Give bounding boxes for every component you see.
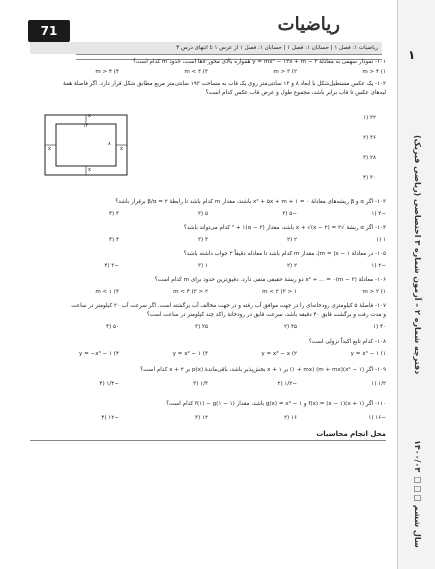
option[interactable]: ۲ (۲ (287, 237, 297, 243)
option[interactable]: ۲۵ (۳ (195, 324, 208, 330)
option[interactable]: −۵ (۲ (282, 211, 297, 217)
frame-gap-top: x (88, 113, 91, 119)
question-102-line2: لبه‌های عکس تا قاب برابر باشد، مجموع طول و عرض قاب عکس کدام است؟ (205, 90, 386, 96)
option[interactable]: −۱/۴ (۴ (99, 381, 119, 387)
option[interactable]: ۳۶ (۲ (363, 135, 376, 141)
options-109 (30, 380, 386, 388)
side-footer-boxes: □□□ (413, 475, 422, 503)
frame-gap-bottom: x (88, 167, 91, 173)
option[interactable]: ۲ (۲ (287, 263, 297, 269)
question-101: ۱۰۱- نمودار سهمی به معادلهٔ y = mx² − ۱۲x + m − ۳ همواره بالای محور xها است، حدود m کدام است؟ (133, 59, 386, 65)
option[interactable]: y = x³ − ۱ (۱ (350, 351, 386, 357)
frame-gap-right: x (120, 146, 123, 152)
option[interactable]: ۵ (۳ (198, 211, 208, 217)
frame-width-label: ۱۲ (83, 123, 89, 129)
subject-title: ریاضیات (277, 14, 340, 35)
option[interactable]: y = x² − ۱ (۳ (172, 351, 208, 357)
question-108: ۱۰۸- کدام تابع اکیداً نزولی است؟ (308, 339, 386, 345)
option[interactable]: ۴ (۴ (109, 237, 119, 243)
options-108 (30, 350, 386, 358)
question-107-line2: و مدت رفت و برگشت قایق ۴۰ دقیقه باشد، سرعت قایق در رودخانهٔ راکد چند کیلومتر در ساعت است؟ (146, 312, 386, 318)
option[interactable]: −۳ (۴ (104, 263, 119, 269)
question-102: ۱۰۲- یک عکس مستطیل‌شکل با ابعاد ۸ و ۱۲ سانتی‌متر روی یک قاب به مساحت ۱۹۲ سانتی‌متر مربع مطابق شکل قرار دارد. اگر فاصلهٔ همهٔ (62, 81, 386, 87)
question-106: ۱۰۶- معادلهٔ (m − ۲)x² + ... = ۰ دو ریشهٔ حقیقی منفی دارد. دقیق‌ترین حدود برای m کدام است؟ (154, 277, 386, 283)
option[interactable]: −۱/۲ (۲ (277, 381, 297, 387)
option[interactable]: m > ۳ (۲ (273, 69, 297, 75)
options-103 (30, 210, 386, 218)
option[interactable]: ۱ (۱ (376, 237, 386, 243)
options-104 (30, 236, 386, 244)
side-booklet-title: دفترچه شماره ۲ – آزمون شماره ۳ اختصاصی (ریاضی فیزیک) (413, 135, 422, 375)
page-number-badge: 71 (28, 20, 70, 42)
options-107 (30, 323, 386, 331)
option[interactable]: y = x³ − x (۲ (261, 351, 297, 357)
frame-diagram (44, 114, 128, 176)
option[interactable]: ۳ (۴ (109, 211, 119, 217)
scratch-area-title: محل انجام محاسبات (30, 430, 386, 441)
side-tab (397, 0, 435, 569)
option[interactable]: ۵۰ (۴ (106, 324, 119, 330)
frame-gap-left: x (48, 146, 51, 152)
option[interactable]: ۴۰ (۱ (373, 324, 386, 330)
options-110 (30, 414, 386, 422)
option[interactable]: ۱۲ (۳ (195, 415, 208, 421)
option[interactable]: ۱/۴ (۳ (193, 381, 208, 387)
option[interactable]: m > ۲ (۱ (362, 289, 386, 295)
question-110: ۱۱۰- اگر f(x) = (x − ۱)(x + ۱) و g(x) = x³ − ۱ باشد، مقدار f(۱) − g(۱ − ۱) کدام است؟ (166, 401, 386, 407)
question-107: ۱۰۷- فاصلهٔ ۵ کیلومتری رودخانه‌ای را در جهت موافق آب رفته و در جهت مخالف آب برگشته است. اگر سرعت آب ۲۰ کیلومتر در ساعت (71, 303, 386, 309)
option[interactable]: m < ۱ (۴ (95, 289, 119, 295)
option[interactable]: m > ۴ (۴ (95, 69, 119, 75)
option[interactable]: ۱/۲ (۱ (371, 381, 386, 387)
option[interactable]: −۳ (۱ (371, 211, 386, 217)
options-105 (30, 262, 386, 270)
options-106 (30, 288, 386, 296)
options-101 (30, 68, 386, 76)
option[interactable]: ۳۰ (۴ (363, 175, 376, 181)
option[interactable]: ۱ (۳ (198, 263, 208, 269)
side-footer-numbers: ۱۴۰۰/۰۳ (413, 440, 422, 473)
option[interactable]: ۲ < m < ۴ (۳ (173, 289, 208, 295)
option[interactable]: m > ۴ (۱ (362, 69, 386, 75)
option[interactable]: −۱۲ (۴ (101, 415, 119, 421)
option[interactable]: −۱۶ (۱ (368, 415, 386, 421)
option[interactable]: ۱۶ (۲ (284, 415, 297, 421)
question-105: ۱۰۵- در معادلهٔ m = |x − ۱|، مقدار m کدام باشد تا معادله دقیقاً ۳ جواب داشته باشد؟ (183, 251, 386, 257)
option[interactable]: ۲۸ (۳ (363, 155, 376, 161)
frame-height-label: ۸ (108, 141, 111, 147)
breadcrumb: ریاضیات ۱: فصل ۱ | حسابان ۱: فصل ۱ | حسابان ۱: فصل ۱ از عرس ۱ تا انتهای درس ۳ (30, 42, 382, 54)
option[interactable]: ۳۲ (۱ (363, 115, 376, 121)
question-109: ۱۰۹- اگر (x² − ۱)(m + mx) (۱ + mx) بر x + ۱ بخش‌پذیر باشد، باقی‌ماندهٔ p(x) بر x + ۲ کدام است؟ (140, 367, 386, 373)
side-footer-code: سال ششم (413, 504, 422, 548)
question-104: ۱۰۴- اگر α ریشهٔ √x + √(x − ۲) = ۲ باشد، مقدار (α − ۲)² + ۱ کدام می‌تواند باشد؟ (183, 225, 386, 231)
option[interactable]: m < ۳ (۳ (184, 69, 208, 75)
option[interactable]: −۲ (۱ (371, 263, 386, 269)
option[interactable]: ۱ < m < ۲ (۲ (262, 289, 297, 295)
option[interactable]: ۴۵ (۲ (284, 324, 297, 330)
option[interactable]: y = −x³ − ۱ (۴ (78, 351, 119, 357)
side-footer (404, 440, 430, 550)
side-page-number: ۱ (408, 48, 416, 62)
option[interactable]: ۳ (۳ (198, 237, 208, 243)
question-103: ۱۰۳- اگر α و β ریشه‌های معادلهٔ x³ + ۵x + m + ۱ = ۰ باشند، مقدار m کدام باشد تا رابطهٔ β/α = ۲ برقرار باشد؟ (115, 199, 386, 205)
